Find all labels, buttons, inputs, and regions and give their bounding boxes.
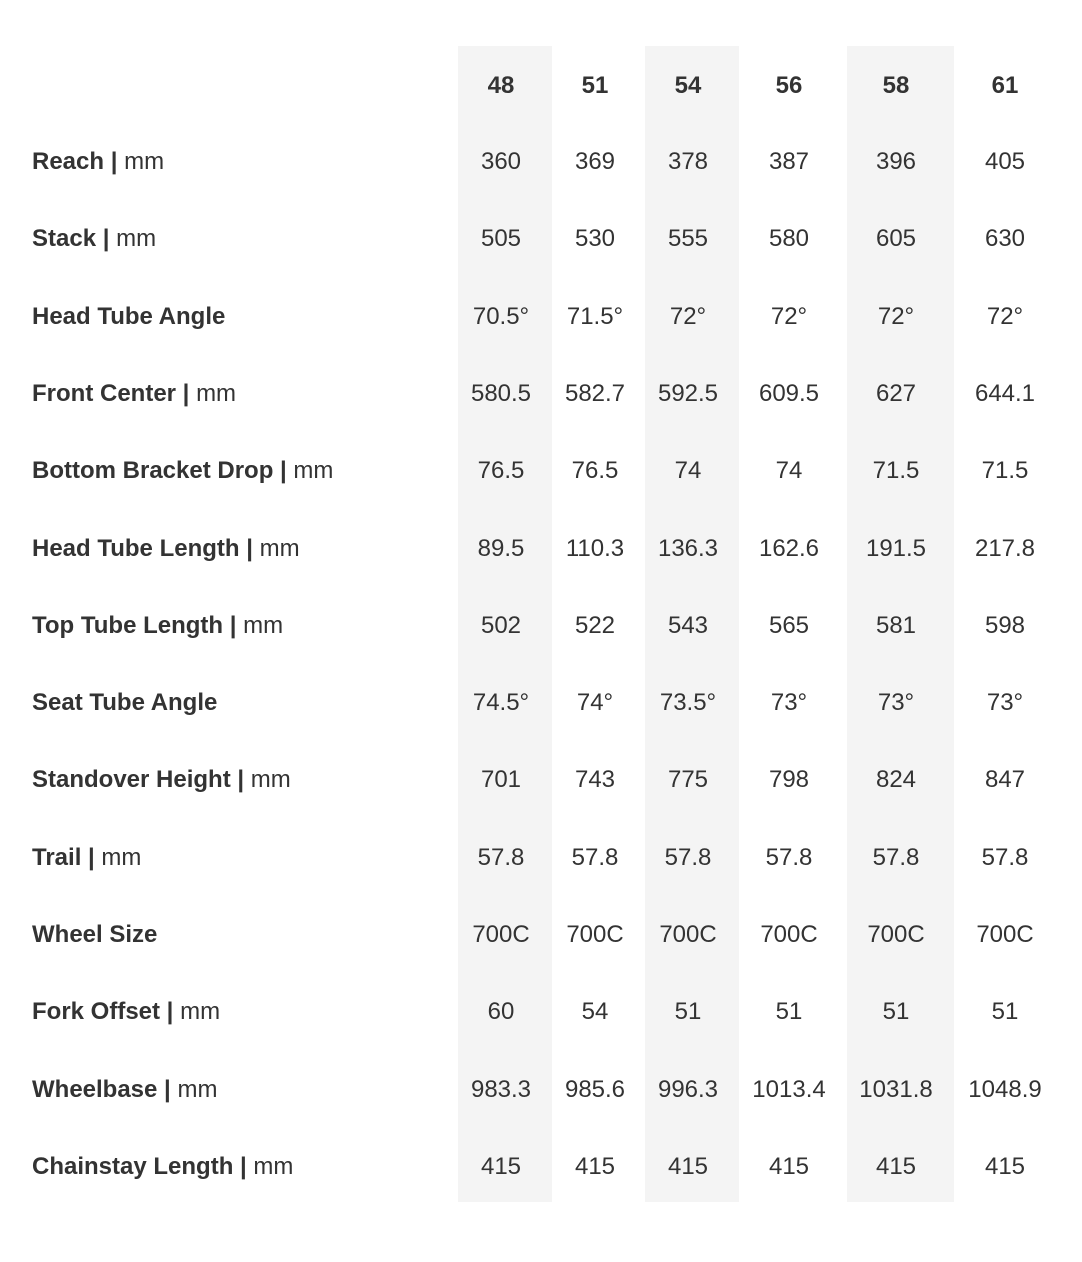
table-cell: 54 (581, 998, 609, 1026)
row-label-separator: | (157, 1075, 178, 1103)
row-label-name: Fork Offset (32, 998, 161, 1026)
row-label-name: Stack (32, 225, 97, 253)
row-label (32, 529, 300, 569)
table-cell: 387 (768, 148, 810, 175)
table-cell: 60 (487, 998, 515, 1026)
table-cell: 555 (667, 225, 709, 253)
table-cell: 543 (667, 611, 709, 639)
table-cell: 609.5 (758, 379, 820, 407)
row-label-separator: | (160, 998, 181, 1026)
table-row (0, 606, 1082, 646)
table-cell: 996.3 (657, 1075, 719, 1103)
table-cell: 360 (480, 148, 522, 175)
row-label-separator: | (223, 611, 244, 639)
table-cell: 136.3 (657, 534, 719, 562)
table-row (0, 451, 1082, 491)
table-cell: 824 (875, 766, 917, 794)
table-cell: 74 (775, 457, 803, 485)
table-cell: 71.5 (981, 457, 1029, 485)
size-header: 58 (882, 72, 910, 99)
table-cell: 415 (667, 1152, 709, 1180)
row-label (32, 219, 156, 259)
table-cell: 415 (768, 1152, 810, 1180)
table-cell: 743 (574, 766, 616, 794)
table-cell: 72° (986, 302, 1024, 330)
row-label-separator: | (104, 148, 125, 175)
row-label-name: Wheelbase (32, 1075, 158, 1103)
size-header: 56 (775, 72, 803, 99)
row-label-unit: mm (177, 1075, 218, 1103)
row-label-name: Bottom Bracket Drop (32, 457, 274, 485)
row-label-separator: | (81, 843, 102, 871)
table-row (0, 529, 1082, 569)
table-cell: 72° (669, 302, 707, 330)
table-cell: 985.6 (564, 1075, 626, 1103)
row-label (32, 992, 220, 1032)
table-cell: 76.5 (477, 457, 525, 485)
table-row (0, 142, 1082, 182)
row-label-unit: mm (101, 843, 142, 871)
table-row (0, 915, 1082, 955)
row-label (32, 606, 283, 646)
table-cell: 74 (674, 457, 702, 485)
table-cell: 700C (472, 921, 530, 948)
row-label-separator: | (239, 534, 260, 562)
row-label-name: Reach (32, 148, 105, 175)
table-cell: 627 (875, 379, 917, 407)
table-cell: 565 (768, 611, 810, 639)
table-cell: 581 (875, 611, 917, 639)
table-cell: 700C (659, 921, 717, 948)
row-label-name: Top Tube Length (32, 611, 224, 639)
size-header: 48 (487, 72, 515, 99)
table-cell: 630 (984, 225, 1026, 253)
table-cell: 369 (574, 148, 616, 175)
row-label (32, 683, 217, 723)
table-cell: 73.5° (659, 689, 717, 717)
row-label (32, 838, 141, 878)
table-cell: 57.8 (872, 843, 920, 871)
table-cell: 71.5° (566, 302, 624, 330)
row-label-unit: mm (243, 611, 284, 639)
row-label-separator: | (273, 457, 294, 485)
row-label-unit: mm (196, 379, 237, 407)
row-label-unit: mm (259, 534, 300, 562)
table-cell: 378 (667, 148, 709, 175)
table-row (0, 1147, 1082, 1187)
table-cell: 502 (480, 611, 522, 639)
table-cell: 1048.9 (968, 1075, 1042, 1103)
table-row (0, 683, 1082, 723)
table-cell: 57.8 (664, 843, 712, 871)
table-cell: 72° (770, 302, 808, 330)
table-cell: 700C (760, 921, 818, 948)
table-cell: 798 (768, 766, 810, 794)
table-cell: 700C (867, 921, 925, 948)
table-cell: 51 (991, 998, 1019, 1026)
table-cell: 51 (882, 998, 910, 1026)
row-label-name: Head Tube Length (32, 534, 240, 562)
row-label-separator: | (230, 766, 251, 794)
row-label-unit: mm (116, 225, 157, 253)
table-cell: 415 (875, 1152, 917, 1180)
table-cell: 162.6 (758, 534, 820, 562)
row-label-name: Head Tube Angle (32, 302, 226, 330)
size-header: 51 (581, 72, 609, 99)
row-label (32, 1070, 217, 1110)
table-cell: 51 (674, 998, 702, 1026)
table-cell: 70.5° (472, 302, 530, 330)
table-row (0, 297, 1082, 337)
table-cell: 505 (480, 225, 522, 253)
table-cell: 775 (667, 766, 709, 794)
table-cell: 73° (986, 689, 1024, 717)
table-cell: 405 (984, 148, 1026, 175)
table-cell: 74.5° (472, 689, 530, 717)
table-row (0, 219, 1082, 259)
table-row (0, 1070, 1082, 1110)
table-cell: 1013.4 (752, 1075, 826, 1103)
row-label-name: Wheel Size (32, 921, 158, 948)
row-label-name: Standover Height (32, 766, 231, 794)
row-label-name: Chainstay Length (32, 1152, 234, 1180)
table-cell: 191.5 (865, 534, 927, 562)
table-cell: 983.3 (470, 1075, 532, 1103)
table-cell: 76.5 (571, 457, 619, 485)
header-row (0, 66, 1082, 106)
table-cell: 110.3 (565, 534, 625, 562)
table-cell: 71.5 (872, 457, 920, 485)
row-label (32, 451, 333, 491)
table-cell: 73° (877, 689, 915, 717)
table-cell: 73° (770, 689, 808, 717)
table-row (0, 760, 1082, 800)
table-cell: 580.5 (470, 379, 532, 407)
row-label (32, 915, 157, 955)
row-label-name: Seat Tube Angle (32, 689, 218, 717)
table-cell: 530 (574, 225, 616, 253)
row-label-unit: mm (180, 998, 221, 1026)
row-label (32, 760, 291, 800)
table-row (0, 992, 1082, 1032)
table-cell: 89.5 (477, 534, 525, 562)
row-label (32, 374, 236, 414)
row-label-unit: mm (293, 457, 334, 485)
table-cell: 700C (566, 921, 624, 948)
table-cell: 217.8 (974, 534, 1036, 562)
table-cell: 701 (480, 766, 522, 794)
row-label-unit: mm (253, 1152, 294, 1180)
table-cell: 57.8 (477, 843, 525, 871)
table-cell: 700C (976, 921, 1034, 948)
table-cell: 72° (877, 302, 915, 330)
table-cell: 415 (574, 1152, 616, 1180)
table-cell: 847 (984, 766, 1026, 794)
table-cell: 57.8 (571, 843, 619, 871)
row-label-unit: mm (250, 766, 291, 794)
table-cell: 396 (875, 148, 917, 175)
table-cell: 1031.8 (859, 1075, 933, 1103)
row-label-separator: | (233, 1152, 254, 1180)
table-cell: 74° (576, 689, 614, 717)
table-cell: 57.8 (981, 843, 1029, 871)
table-cell: 592.5 (657, 379, 719, 407)
table-cell: 415 (984, 1152, 1026, 1180)
table-cell: 582.7 (564, 379, 626, 407)
table-cell: 57.8 (765, 843, 813, 871)
table-cell: 415 (480, 1152, 522, 1180)
row-label-name: Front Center (32, 379, 176, 407)
row-label-separator: | (96, 225, 117, 253)
table-cell: 598 (984, 611, 1026, 639)
table-row (0, 838, 1082, 878)
row-label-unit: mm (124, 148, 165, 175)
row-label-separator: | (176, 379, 197, 407)
table-cell: 605 (875, 225, 917, 253)
table-cell: 644.1 (974, 379, 1036, 407)
row-label (32, 297, 225, 337)
table-cell: 580 (768, 225, 810, 253)
size-header: 54 (674, 72, 702, 99)
row-label-name: Trail (32, 843, 82, 871)
table-row (0, 374, 1082, 414)
table-cell: 522 (574, 611, 616, 639)
row-label (32, 142, 164, 182)
table-cell: 51 (775, 998, 803, 1026)
row-label (32, 1147, 293, 1187)
size-header: 61 (991, 72, 1019, 99)
